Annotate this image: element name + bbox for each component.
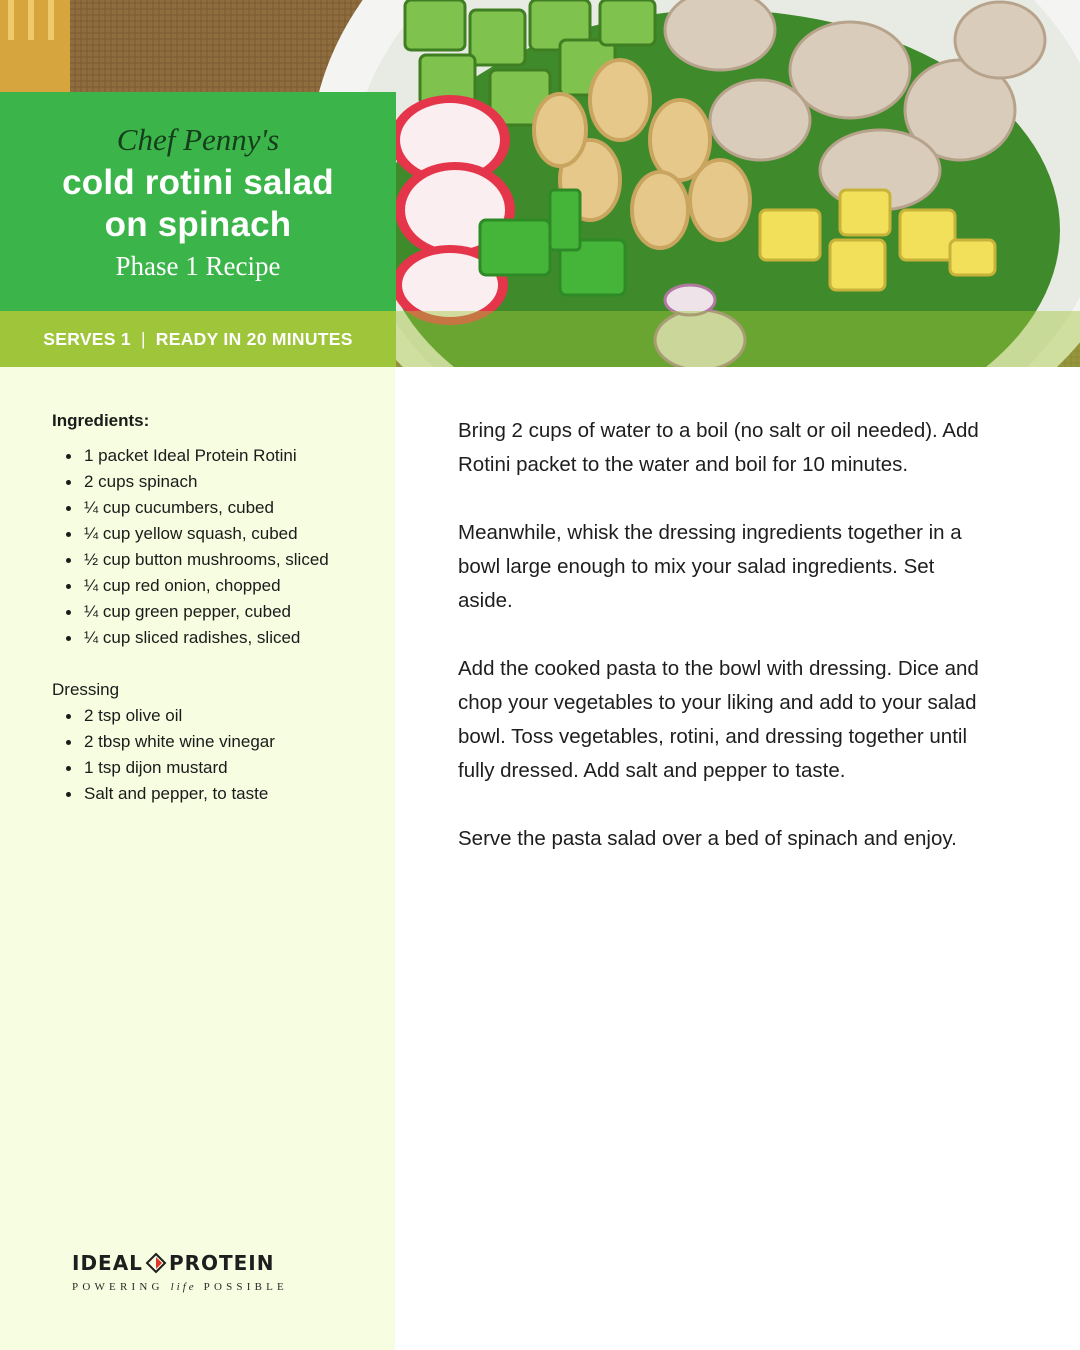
list-item: ¼ cup sliced radishes, sliced (52, 625, 395, 651)
instruction-step: Serve the pasta salad over a bed of spinach and enjoy. (458, 827, 957, 850)
list-item: 1 tsp dijon mustard (52, 755, 395, 781)
recipe-title-line-2: on spinach (104, 205, 292, 244)
ideal-protein-logo (72, 1251, 340, 1293)
recipe-title-line-1: cold rotini salad (62, 163, 334, 202)
title-block (0, 92, 396, 311)
separator: | (140, 328, 146, 349)
tagline-mid: life (170, 1281, 197, 1293)
serves-label: SERVES 1 (43, 328, 131, 349)
list-item: ¼ cup yellow squash, cubed (52, 521, 395, 547)
list-item: ¼ cup red onion, chopped (52, 573, 395, 599)
list-item: 2 tbsp white wine vinegar (52, 729, 395, 755)
dressing-list (52, 703, 395, 807)
instructions (458, 414, 988, 890)
list-item: ¼ cup green pepper, cubed (52, 599, 395, 625)
ingredients-sidebar (0, 367, 395, 1350)
phase-label: Phase 1 Recipe (115, 251, 281, 281)
list-item: ¼ cup cucumbers, cubed (52, 495, 395, 521)
chef-name: Chef Penny's (116, 122, 280, 157)
ideal-protein-diamond-icon (145, 1252, 167, 1274)
serves-bar (0, 311, 396, 367)
logo-brand-right: PROTEIN (168, 1251, 275, 1275)
list-item: ½ cup button mushrooms, sliced (52, 547, 395, 573)
instruction-step: Add the cooked pasta to the bowl with dressing. Dice and chop your vegetables to your liking and add to your salad bowl. Toss vegetables, rotini, and dressing together until fully dressed. Add salt and pepper to taste. (458, 657, 979, 782)
ingredients-list (52, 443, 395, 651)
list-item: Salt and pepper, to taste (52, 781, 395, 807)
list-item: 2 cups spinach (52, 469, 395, 495)
instruction-step: Bring 2 cups of water to a boil (no salt or oil needed). Add Rotini packet to the water and boil for 10 minutes. (458, 419, 979, 476)
tagline-right: POSSIBLE (203, 1281, 288, 1293)
instruction-step: Meanwhile, whisk the dressing ingredients together in a bowl large enough to mix your salad ingredients. Set aside. (458, 521, 962, 612)
recipe-title (0, 162, 396, 246)
ready-time-label: READY IN 20 MINUTES (155, 328, 353, 349)
logo-tagline (72, 1281, 340, 1293)
serves-bar-overlay (396, 311, 1080, 367)
logo-wordmark (72, 1251, 340, 1275)
tagline-left: POWERING (72, 1281, 164, 1293)
dressing-heading: Dressing (52, 680, 120, 699)
logo-brand-left: IDEAL (72, 1251, 143, 1275)
list-item: 2 tsp olive oil (52, 703, 395, 729)
ingredients-heading: Ingredients: (52, 411, 150, 430)
list-item: 1 packet Ideal Protein Rotini (52, 443, 395, 469)
